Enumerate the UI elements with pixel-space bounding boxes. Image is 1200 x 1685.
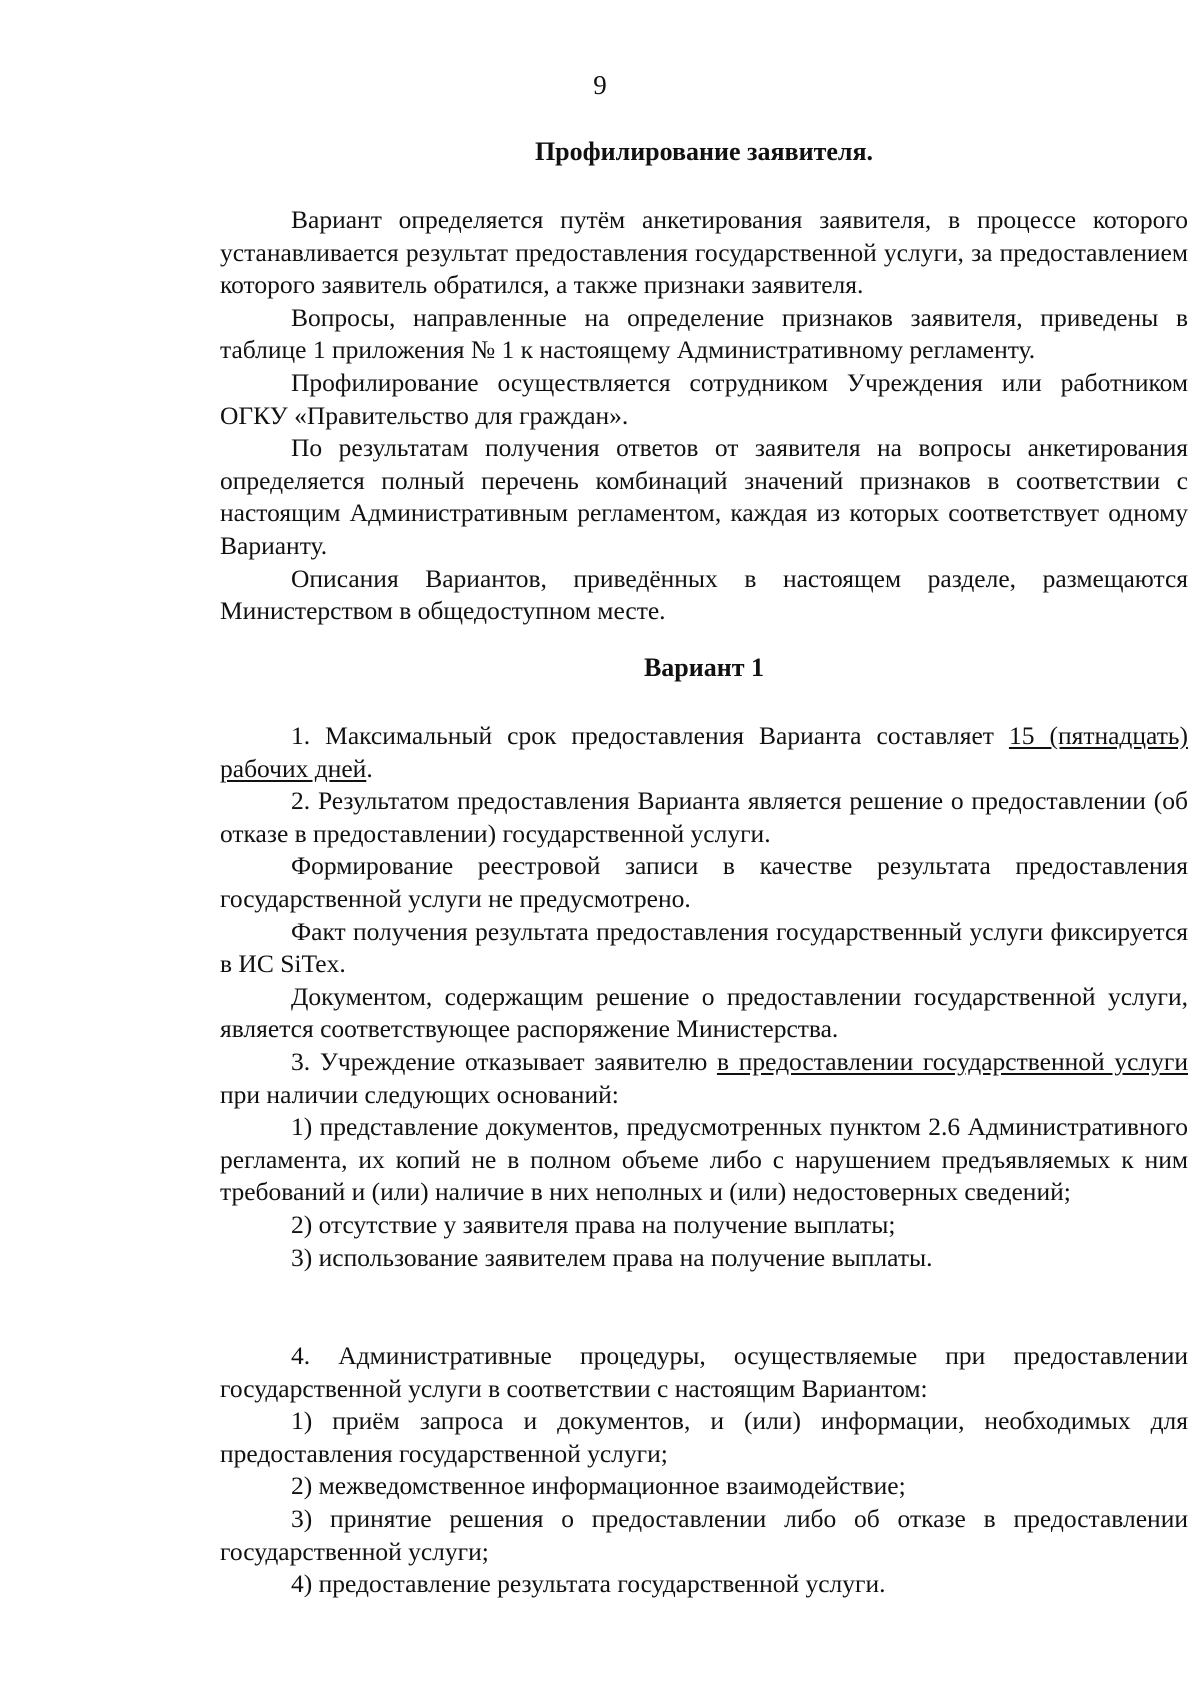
paragraph: Факт получения результата предоставления государственный услуги фиксируется в ИС SiTex. bbox=[220, 916, 1188, 979]
text-fragment: при наличии следующих оснований: bbox=[220, 1079, 619, 1109]
paragraph: Описания Вариантов, приведённых в настоящем разделе, размещаются Министерством в общедоступном месте. bbox=[220, 563, 1188, 626]
paragraph: Вариант определяется путём анкетирования заявителя, в процессе которого устанавливается результат предоставления государственной услуги, за предоставлением которого заявитель обратился, а также признаки заявителя. bbox=[220, 205, 1188, 300]
text-fragment: 1. Максимальный срок предоставления Варианта составляет bbox=[291, 721, 1009, 750]
paragraph-refusal bbox=[220, 1046, 1188, 1111]
text-fragment: 3. Учреждение отказывает заявителю bbox=[291, 1046, 717, 1076]
paragraph-procedures-intro: 4. Административные процедуры, осуществляемые при предоставлении государственной услуги в соответствии с настоящим Вариантом: bbox=[220, 1341, 1188, 1403]
profiling-section bbox=[220, 204, 1188, 628]
paragraph-result: 2. Результатом предоставления Варианта является решение о предоставлении (об отказе в предоставлении) государственной услуги. bbox=[220, 786, 1188, 848]
list-item-ground: 1) представление документов, предусмотренных пунктом 2.6 Административного регламента, их копий не в полном объеме либо с нарушением предъявляемых к ним требований и (или) наличие в них неполных и (или) недостоверных сведений; bbox=[220, 1112, 1188, 1207]
variant-1-section bbox=[220, 720, 1188, 1274]
paragraph-max-term bbox=[220, 720, 1188, 785]
list-item-ground: 3) использование заявителем права на получение выплаты. bbox=[291, 1242, 933, 1272]
underlined-phrase: в предоставлении государственной услуги bbox=[716, 1046, 1188, 1076]
paragraph: Вопросы, направленные на определение признаков заявителя, приведены в таблице 1 приложения № 1 к настоящему Административному регламенту. bbox=[220, 302, 1188, 365]
section-title-profiling: Профилирование заявителя. bbox=[534, 137, 874, 166]
page-number: 9 bbox=[593, 70, 607, 100]
paragraph: Профилирование осуществляется сотрудником Учреждения или работником ОГКУ «Правительство для граждан». bbox=[220, 367, 1188, 430]
procedures-section bbox=[220, 1340, 1188, 1601]
list-item-ground: 2) отсутствие у заявителя права на получение выплаты; bbox=[291, 1209, 896, 1239]
section-title-variant-1: Вариант 1 bbox=[643, 653, 765, 682]
list-item-procedure: 3) принятие решения о предоставлении либо об отказе в предоставлении государственной услуги; bbox=[220, 1503, 1188, 1566]
paragraph: Формирование реестровой записи в качестве результата предоставления государственной услуги не предусмотрено. bbox=[220, 851, 1188, 913]
list-item-procedure: 4) предоставление результата государственной услуги. bbox=[291, 1569, 886, 1599]
list-item-procedure: 2) межведомственное информационное взаимодействие; bbox=[291, 1471, 906, 1501]
paragraph: Документом, содержащим решение о предоставлении государственной услуги, является соответствующее распоряжение Министерства. bbox=[220, 981, 1188, 1044]
text-fragment: . bbox=[366, 753, 373, 783]
paragraph: По результатам получения ответов от заявителя на вопросы анкетирования определяется полный перечень комбинаций значений признаков в соответствии с настоящим Административным регламентом, каждая из которых соответствует одному Варианту. bbox=[220, 433, 1188, 560]
underlined-term: 15 (пятнадцать) рабочих дней bbox=[220, 721, 1188, 783]
list-item-procedure: 1) приём запроса и документов, и (или) информации, необходимых для предоставления государственной услуги; bbox=[220, 1406, 1188, 1468]
